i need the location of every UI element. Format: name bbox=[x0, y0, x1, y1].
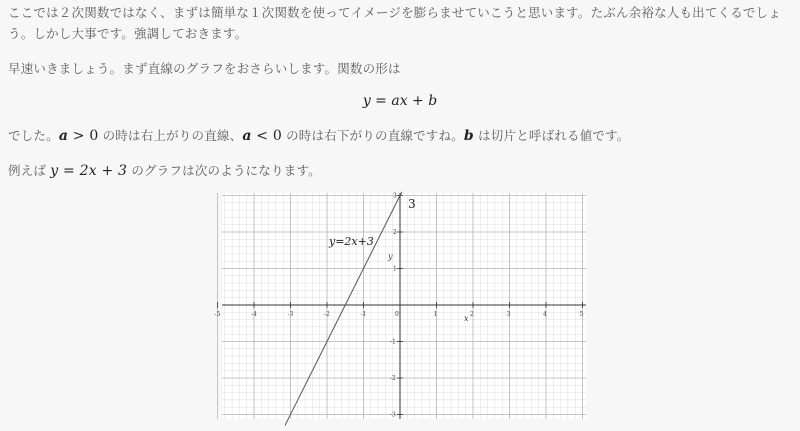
example-equation: y = 2x + 3 bbox=[50, 163, 128, 179]
x-tick-label: -4 bbox=[251, 311, 257, 318]
x-tick-label: -2 bbox=[324, 311, 330, 318]
condition-negative: < 0 bbox=[251, 128, 282, 144]
x-tick-label: 0 bbox=[395, 311, 399, 318]
intercept-label: 3 bbox=[408, 197, 416, 211]
p3-post: は切片と呼ばれる値です。 bbox=[473, 128, 630, 143]
symbol-b: b bbox=[463, 128, 474, 144]
display-equation bbox=[0, 91, 800, 109]
display-equation-text: y = ax + b bbox=[362, 93, 438, 109]
y-tick-label: 2 bbox=[393, 229, 397, 236]
x-tick-label: 3 bbox=[506, 311, 511, 318]
x-axis-label: x bbox=[464, 314, 469, 323]
linear-function-graph bbox=[214, 192, 586, 419]
graph-figure bbox=[214, 192, 586, 419]
slope-explanation-paragraph bbox=[8, 125, 792, 147]
condition-positive: > 0 bbox=[68, 128, 99, 144]
y-tick-label: -1 bbox=[390, 338, 396, 346]
y-tick-label: 3 bbox=[393, 192, 397, 200]
example-paragraph bbox=[8, 160, 792, 182]
x-tick-label: -3 bbox=[287, 311, 294, 318]
y-tick-label: -2 bbox=[390, 375, 396, 382]
minor-grid bbox=[222, 193, 586, 419]
symbol-a-1: a bbox=[58, 128, 69, 144]
p3-mid1: の時は右上がりの直線、 bbox=[98, 128, 243, 143]
x-tick-label: 1 bbox=[433, 311, 438, 318]
x-tick-label: -1 bbox=[360, 311, 367, 318]
intro-paragraph: ここでは２次関数ではなく、まずは簡単な１次関数を使ってイメージを膨らませていこうと思います。たぶん余裕な人も出てくるでしょう。しかし大事です。強調しておきます。 bbox=[8, 5, 781, 41]
x-tick-label: -5 bbox=[214, 311, 221, 318]
line-label: y=2x+3 bbox=[329, 235, 374, 248]
p3-pre: でした。 bbox=[8, 128, 59, 143]
p3-mid2: の時は右下がりの直線ですね。 bbox=[281, 128, 464, 143]
p4-post: のグラフは次のようになります。 bbox=[127, 163, 321, 178]
y-axis-label: y bbox=[388, 252, 393, 261]
line-y-2x-3 bbox=[285, 192, 402, 426]
x-tick-label: 2 bbox=[470, 311, 474, 318]
review-paragraph: 早速いきましょう。まず直線のグラフをおさらいします。関数の形は bbox=[8, 61, 401, 76]
y-tick-label: -3 bbox=[390, 411, 396, 419]
x-tick-labels bbox=[215, 302, 584, 318]
x-tick-label: 4 bbox=[543, 311, 547, 318]
x-tick-label: 5 bbox=[579, 311, 584, 318]
symbol-a-2: a bbox=[242, 128, 252, 144]
y-tick-label: 1 bbox=[393, 265, 397, 273]
p4-pre: 例えば bbox=[8, 163, 51, 178]
